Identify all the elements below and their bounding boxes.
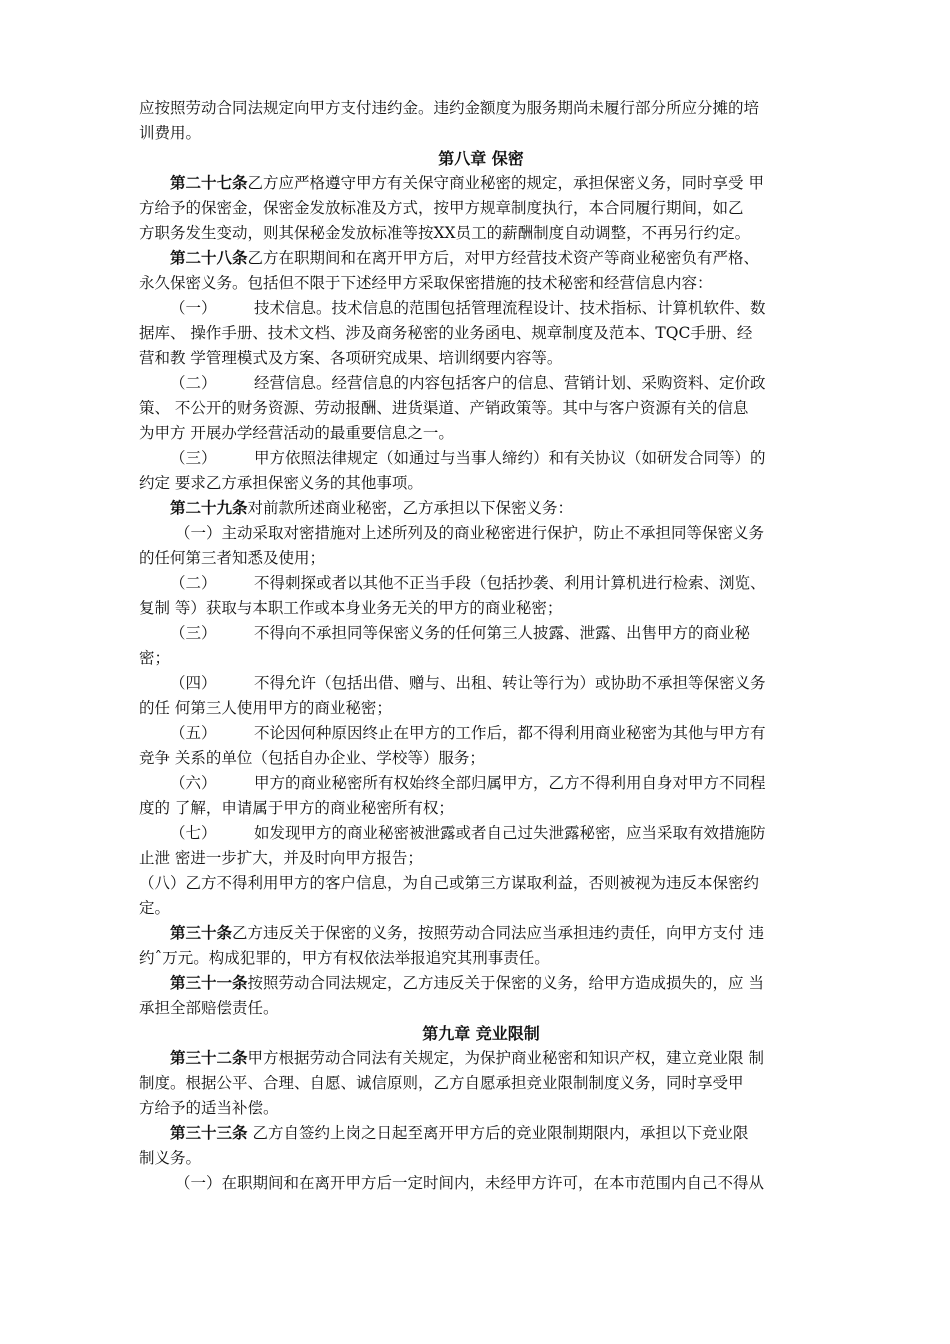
paragraph-line: 定。 [139, 899, 171, 917]
clause-number: （三） [170, 624, 217, 642]
chapter-heading: 第九章 竞业限制 [422, 1024, 540, 1043]
article-text: 乙方违反关于保密的义务，按照劳动合同法应当承担违约责任，向甲方支付 违 [232, 924, 764, 942]
paragraph-line: 制义务。 [139, 1149, 202, 1167]
paragraph-line: （八）乙方不得利用甲方的客户信息，为自己或第三方谋取利益，否则被视为违反本保密约 [139, 874, 760, 892]
article-line [139, 1046, 823, 1071]
paragraph-line: 密； [139, 649, 171, 667]
paragraph-line: 的任何第三者知悉及使用； [139, 549, 326, 567]
clause-number: （七） [170, 824, 217, 842]
article-line [139, 246, 823, 271]
clause-number: （二） [170, 574, 217, 592]
article-line [139, 1121, 823, 1146]
clause-text: 甲方的商业秘密所有权始终全部归属甲方，乙方不得利用自身对甲方不同程 [254, 774, 766, 792]
paragraph-line: 止泄 密进一步扩大，并及时向甲方报告； [139, 849, 423, 867]
paragraph-line: 方给予的适当补偿。 [139, 1099, 279, 1117]
paragraph-line: 方给予的保密金，保密金发放标准及方式，按甲方规章制度执行，本合同履行期间，如乙 [139, 199, 744, 217]
clause-text: 甲方依照法律规定（如通过与当事人缔约）和有关协议（如研发合同等）的 [254, 449, 766, 467]
paragraph-line: 度的 了解，申请属于甲方的商业秘密所有权； [139, 799, 454, 817]
clause-number: （一） [170, 299, 217, 317]
paragraph-line: 竞争 关系的单位（包括自办企业、学校等）服务； [139, 749, 485, 767]
paragraph-line: 的任 何第三人使用甲方的商业秘密； [139, 699, 392, 717]
article-line [139, 971, 823, 996]
paragraph-line: 训费用。 [139, 124, 202, 142]
clause-line [139, 296, 823, 321]
clause-number: （三） [170, 449, 217, 467]
article-text: 乙方在职期间和在离开甲方后，对甲方经营技术资产等商业秘密负有严格、 [247, 249, 760, 267]
paragraph-line: 复制 等）获取与本职工作或本身业务无关的甲方的商业秘密； [139, 599, 563, 617]
document-body [139, 96, 823, 1196]
paragraph-line: 据库、 操作手册、技术文档、涉及商务秘密的业务函电、规章制度及范本、TQC手册、经 [139, 324, 753, 342]
article-number: 第三十三条 [170, 1124, 248, 1142]
paragraph-line: （一）主动采取对密措施对上述所列及的商业秘密进行保护，防止不承担同等保密义务 [175, 524, 765, 542]
article-line [139, 496, 823, 521]
clause-number: （六） [170, 774, 217, 792]
article-number: 第三十条 [170, 924, 233, 942]
paragraph-line: 制度。根据公平、合理、自愿、诚信原则，乙方自愿承担竞业限制制度义务，同时享受甲 [139, 1074, 744, 1092]
article-number: 第三十一条 [170, 974, 248, 992]
paragraph-line: 永久保密义务。包括但不限于下述经甲方采取保密措施的技术秘密和经营信息内容： [139, 274, 713, 292]
clause-text: 经营信息。经营信息的内容包括客户的信息、营销计划、采购资料、定价政 [254, 374, 766, 392]
article-text: 对前款所述商业秘密，乙方承担以下保密义务： [247, 499, 574, 517]
chapter-heading: 第八章 保密 [438, 149, 524, 168]
clause-text: 不得向不承担同等保密义务的任何第三人披露、泄露、出售甲方的商业秘 [254, 624, 751, 642]
article-number: 第二十七条 [170, 174, 248, 192]
paragraph-line: 为甲方 开展办学经营活动的最重要信息之一。 [139, 424, 454, 442]
article-line [139, 171, 823, 196]
clause-text: 不得允许（包括出借、赠与、出租、转让等行为）或协助不承担等保密义务 [254, 674, 766, 692]
clause-line [139, 771, 823, 796]
clause-line [139, 821, 823, 846]
clause-text: 不得刺探或者以其他不正当手段（包括抄袭、利用计算机进行检索、浏览、 [254, 574, 766, 592]
clause-line [139, 446, 823, 471]
paragraph-line: 约定 要求乙方承担保密义务的其他事项。 [139, 474, 423, 492]
article-text: 乙方应严格遵守甲方有关保守商业秘密的规定，承担保密义务，同时享受 甲 [247, 174, 764, 192]
paragraph-line: 营和教 学管理模式及方案、各项研究成果、培训纲要内容等。 [139, 349, 563, 367]
paragraph-line: 策、 不公开的财务资源、劳动报酬、进货渠道、产销政策等。其中与客户资源有关的信息 [139, 399, 749, 417]
article-text: 甲方根据劳动合同法有关规定，为保护商业秘密和知识产权，建立竞业限 制 [247, 1049, 764, 1067]
clause-line [139, 671, 823, 696]
clause-number: （二） [170, 374, 217, 392]
paragraph-line: 方职务发生变动，则其保秘金发放标准等按XX员工的薪酬制度自动调整，不再另行约定。 [139, 224, 751, 242]
clause-line [139, 721, 823, 746]
clause-text: 如发现甲方的商业秘密被泄露或者自己过失泄露秘密，应当采取有效措施防 [254, 824, 766, 842]
clause-line [139, 571, 823, 596]
article-number: 第二十九条 [170, 499, 248, 517]
paragraph-line: 应按照劳动合同法规定向甲方支付违约金。违约金额度为服务期尚未履行部分所应分摊的培 [139, 99, 760, 117]
paragraph-line: （一）在职期间和在离开甲方后一定时间内，未经甲方许可，在本市范围内自己不得从 [175, 1174, 765, 1192]
article-number: 第二十八条 [170, 249, 248, 267]
clause-text: 技术信息。技术信息的范围包括管理流程设计、技术指标、计算机软件、数 [254, 299, 766, 317]
clause-number: （四） [170, 674, 217, 692]
article-line [139, 921, 823, 946]
article-text: 乙方自签约上岗之日起至离开甲方后的竞业限制期限内，承担以下竞业限 [247, 1124, 749, 1142]
clause-text: 不论因何种原因终止在甲方的工作后，都不得利用商业秘密为其他与甲方有 [254, 724, 766, 742]
paragraph-line: 约ˆ万元。构成犯罪的，甲方有权依法举报追究其刑事责任。 [139, 949, 550, 967]
article-number: 第三十二条 [170, 1049, 248, 1067]
clause-line [139, 371, 823, 396]
paragraph-line: 承担全部赔偿责任。 [139, 999, 279, 1017]
clause-line [139, 621, 823, 646]
article-text: 按照劳动合同法规定，乙方违反关于保密的义务，给甲方造成损失的，应 当 [247, 974, 764, 992]
clause-number: （五） [170, 724, 217, 742]
